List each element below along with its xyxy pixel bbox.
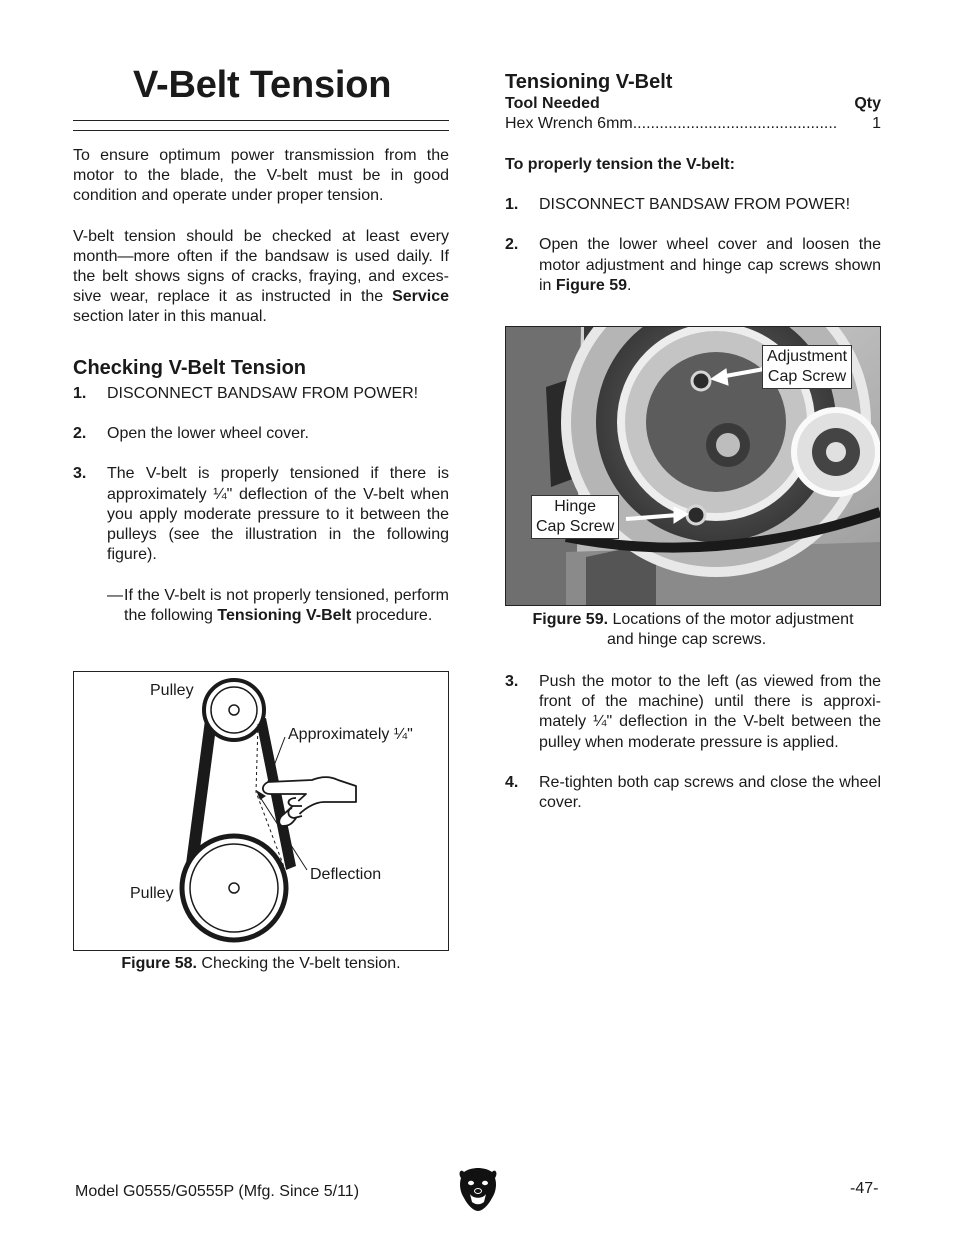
tool-needed-label: Tool Needed: [505, 95, 600, 112]
procedure-label: To properly tension the V-belt:: [505, 155, 735, 173]
figure-58-belt-diagram: [73, 671, 449, 951]
footer-page-number: -47-: [850, 1180, 879, 1197]
tool-row: [505, 114, 881, 134]
title-rule-bottom: [73, 130, 449, 131]
figure-58-caption: Figure 58. Checking the V-belt tension.: [121, 955, 401, 972]
figure-59-caption: Figure 59. Locations of the motor adjustment and hinge cap screws.: [532, 611, 854, 648]
tensioning-step-4: [505, 773, 881, 813]
tensioning-steps-continued: [505, 672, 881, 813]
intro-paragraph-1: To ensure optimum power transmission from the motor to the blade, the V-belt must be in good condition and operate under proper tension.: [73, 147, 449, 205]
step-text: DISCONNECT BANDSAW FROM POWER!: [107, 384, 419, 402]
bear-head-logo-icon: [458, 1166, 498, 1212]
footer-model-text: Model G0555/G0555P (Mfg. Since 5/11): [75, 1183, 360, 1200]
left-column: [73, 146, 449, 626]
tool-name: Hex Wrench 6mm: [505, 115, 633, 133]
tensioning-heading: Tensioning V-Belt: [505, 71, 673, 93]
figure-59-photo: [505, 326, 881, 606]
step-text: Open the lower wheel cover.: [107, 425, 309, 443]
step-text: Open the lower wheel cover and loosen the motor adjustment and hinge cap screws shown in Figure 59.: [539, 236, 881, 294]
label-approximately: Approximately ¼": [288, 726, 413, 743]
intro-paragraph-2: V-belt tension should be checked at least every month—more often if the bandsaw is used daily. If the belt shows signs of cracks, fraying, and exces-sive wear, replace it as instructed in the Service section later in this manual.: [73, 227, 449, 326]
step-number: 2.: [505, 236, 519, 254]
service-ref: Service: [392, 288, 449, 306]
belt-deflection-illustration: [74, 672, 448, 950]
step-number: 1.: [73, 384, 87, 402]
checking-heading: Checking V-Belt Tension: [73, 356, 306, 379]
checking-step-3: [73, 464, 449, 565]
step-text: The V-belt is properly tensioned if there is approximately ¼" deflection of the V-belt when you apply moderate pressure to it between the pulleys (see the illustration in the following figure).: [107, 465, 449, 564]
step-number: 4.: [505, 774, 519, 791]
tensioning-step-3: [505, 672, 881, 753]
title-rule-top: [73, 120, 449, 121]
step-text: DISCONNECT BANDSAW FROM POWER!: [539, 195, 851, 213]
checking-step-2: [73, 424, 449, 444]
qty-label: Qty: [854, 95, 881, 112]
figure-59-ref: Figure 59: [555, 276, 628, 294]
tool-qty: 1: [872, 115, 881, 133]
label-deflection: Deflection: [310, 866, 382, 883]
tensioning-step-2: [505, 235, 881, 296]
hinge-cap-screw: [687, 506, 705, 524]
step-text: Re-tighten both cap screws and close the wheel cover.: [539, 774, 881, 812]
step-number: 3.: [505, 673, 519, 690]
tensioning-step-1: [505, 195, 881, 215]
step-number: 3.: [73, 465, 87, 483]
tool-dot-leader: ..............................................: [632, 115, 838, 133]
label-pulley-bottom: Pulley: [130, 885, 174, 902]
bottom-pulley-hub: [229, 883, 239, 893]
callout-hinge-cap-screw: Hinge Cap Screw: [531, 495, 619, 539]
top-pulley-hub: [229, 705, 239, 715]
step-number: 1.: [505, 195, 519, 213]
tensioning-note: — If the V-belt is not properly tensioned, perform the following Tensioning V-Belt procedure.: [107, 586, 449, 624]
checking-step-1: [73, 384, 449, 404]
adjustment-cap-screw: [692, 372, 710, 390]
step-text: Push the motor to the left (as viewed from the front of the machine) until there is approxi-mately ¼" deflection in the V-belt between the pulley when moderate pressure is applied.: [539, 673, 881, 751]
tool-table-header: [505, 94, 881, 114]
step-number: 2.: [73, 425, 87, 443]
label-pulley-top: Pulley: [150, 682, 194, 699]
tensioning-ref: Tensioning V-Belt: [217, 606, 352, 624]
callout-adjustment-cap-screw: Adjustment Cap Screw: [762, 345, 852, 389]
right-column: [505, 70, 881, 296]
page-title: V-Belt Tension: [133, 64, 392, 106]
